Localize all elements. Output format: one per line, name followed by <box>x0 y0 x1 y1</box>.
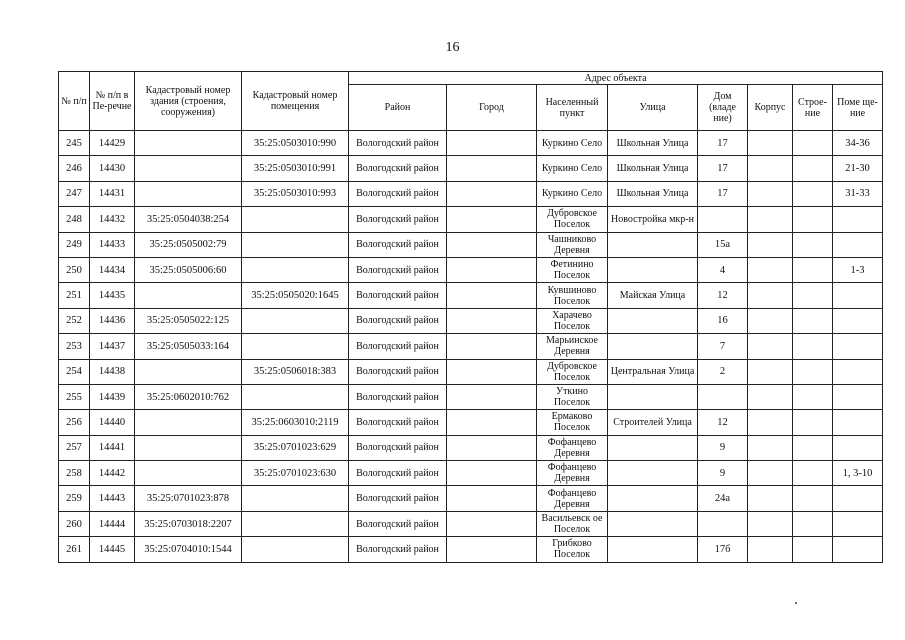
cell-district: Вологодский район <box>349 359 447 384</box>
cell-block <box>748 461 793 486</box>
cell-district: Вологодский район <box>349 461 447 486</box>
cell-list-num: 14434 <box>90 257 135 282</box>
cell-city <box>447 410 537 435</box>
cell-num: 261 <box>59 537 90 562</box>
cell-cadastral-building: 35:25:0701023:878 <box>135 486 242 511</box>
cell-block <box>748 410 793 435</box>
table-row <box>59 334 883 359</box>
cell-room <box>833 207 883 232</box>
cell-block <box>748 537 793 562</box>
cell-list-num: 14445 <box>90 537 135 562</box>
cell-block <box>748 511 793 536</box>
cell-num: 256 <box>59 410 90 435</box>
cell-structure <box>793 384 833 409</box>
cell-block <box>748 257 793 282</box>
cell-structure <box>793 181 833 206</box>
cell-settlement: Куркино Село <box>537 156 608 181</box>
header-list-num: № п/п в Пе-речне <box>90 72 135 131</box>
cell-room: 1-3 <box>833 257 883 282</box>
cell-structure <box>793 207 833 232</box>
cell-list-num: 14442 <box>90 461 135 486</box>
cell-cadastral-building: 35:25:0703018:2207 <box>135 511 242 536</box>
cell-structure <box>793 461 833 486</box>
cell-city <box>447 283 537 308</box>
cell-num: 245 <box>59 131 90 156</box>
cell-settlement: Марьинское Деревня <box>537 334 608 359</box>
cell-district: Вологодский район <box>349 207 447 232</box>
cell-cadastral-room <box>242 384 349 409</box>
cell-list-num: 14441 <box>90 435 135 460</box>
cell-structure <box>793 308 833 333</box>
cell-cadastral-room: 35:25:0701023:630 <box>242 461 349 486</box>
cell-num: 249 <box>59 232 90 257</box>
cell-district: Вологодский район <box>349 486 447 511</box>
cell-cadastral-building <box>135 461 242 486</box>
cell-room <box>833 283 883 308</box>
cell-cadastral-room <box>242 257 349 282</box>
cell-block <box>748 207 793 232</box>
cell-district: Вологодский район <box>349 257 447 282</box>
cell-list-num: 14444 <box>90 511 135 536</box>
cell-cadastral-room: 35:25:0503010:993 <box>242 181 349 206</box>
cell-cadastral-building <box>135 131 242 156</box>
registry-table <box>58 71 883 563</box>
cell-list-num: 14435 <box>90 283 135 308</box>
cell-num: 252 <box>59 308 90 333</box>
table-row <box>59 257 883 282</box>
cell-block <box>748 359 793 384</box>
cell-city <box>447 435 537 460</box>
cell-structure <box>793 511 833 536</box>
cell-num: 246 <box>59 156 90 181</box>
cell-room <box>833 334 883 359</box>
cell-num: 259 <box>59 486 90 511</box>
cell-cadastral-room <box>242 511 349 536</box>
cell-cadastral-room <box>242 232 349 257</box>
cell-street <box>608 435 698 460</box>
cell-settlement: Фетинино Поселок <box>537 257 608 282</box>
cell-cadastral-building: 35:25:0505006:60 <box>135 257 242 282</box>
table-row <box>59 461 883 486</box>
cell-list-num: 14429 <box>90 131 135 156</box>
cell-list-num: 14443 <box>90 486 135 511</box>
cell-block <box>748 156 793 181</box>
cell-cadastral-room: 35:25:0505020:1645 <box>242 283 349 308</box>
cell-street: Майская Улица <box>608 283 698 308</box>
cell-list-num: 14432 <box>90 207 135 232</box>
cell-district: Вологодский район <box>349 435 447 460</box>
table-row <box>59 232 883 257</box>
cell-house: 9 <box>698 435 748 460</box>
cell-room <box>833 511 883 536</box>
cell-street <box>608 334 698 359</box>
cell-city <box>447 537 537 562</box>
page-number: 16 <box>445 40 460 55</box>
cell-num: 258 <box>59 461 90 486</box>
cell-settlement: Фофанцево Деревня <box>537 461 608 486</box>
cell-street <box>608 537 698 562</box>
cell-city <box>447 156 537 181</box>
cell-list-num: 14439 <box>90 384 135 409</box>
cell-structure <box>793 257 833 282</box>
cell-structure <box>793 283 833 308</box>
cell-structure <box>793 334 833 359</box>
cell-cadastral-building: 35:25:0505002:79 <box>135 232 242 257</box>
cell-room <box>833 232 883 257</box>
cell-street: Школьная Улица <box>608 181 698 206</box>
cell-city <box>447 232 537 257</box>
table-row <box>59 384 883 409</box>
cell-city <box>447 334 537 359</box>
cell-house <box>698 207 748 232</box>
cell-cadastral-building: 35:25:0704010:1544 <box>135 537 242 562</box>
cell-district: Вологодский район <box>349 181 447 206</box>
cell-street <box>608 511 698 536</box>
table-row <box>59 156 883 181</box>
cell-city <box>447 461 537 486</box>
cell-house: 17 <box>698 131 748 156</box>
cell-room: 31-33 <box>833 181 883 206</box>
table-row <box>59 537 883 562</box>
cell-cadastral-building: 35:25:0505022:125 <box>135 308 242 333</box>
cell-settlement: Куркино Село <box>537 131 608 156</box>
header-city: Город <box>447 85 537 131</box>
cell-room <box>833 486 883 511</box>
cell-settlement: Куркино Село <box>537 181 608 206</box>
table-row <box>59 207 883 232</box>
cell-structure <box>793 486 833 511</box>
cell-house: 4 <box>698 257 748 282</box>
cell-house: 2 <box>698 359 748 384</box>
cell-street <box>608 384 698 409</box>
cell-city <box>447 384 537 409</box>
cell-city <box>447 257 537 282</box>
cell-block <box>748 334 793 359</box>
cell-house: 9 <box>698 461 748 486</box>
cell-street: Строителей Улица <box>608 410 698 435</box>
cell-cadastral-room <box>242 308 349 333</box>
cell-city <box>447 308 537 333</box>
cell-block <box>748 181 793 206</box>
cell-block <box>748 308 793 333</box>
cell-house <box>698 384 748 409</box>
cell-street <box>608 257 698 282</box>
header-structure: Строе-ние <box>793 85 833 131</box>
cell-list-num: 14436 <box>90 308 135 333</box>
cell-room: 34-36 <box>833 131 883 156</box>
cell-structure <box>793 156 833 181</box>
cell-city <box>447 486 537 511</box>
cell-city <box>447 131 537 156</box>
cell-settlement: Фофанцево Деревня <box>537 435 608 460</box>
cell-district: Вологодский район <box>349 283 447 308</box>
cell-house: 17б <box>698 537 748 562</box>
cell-street: Новостройка мкр-н <box>608 207 698 232</box>
cell-settlement: Кувшиново Поселок <box>537 283 608 308</box>
header-address-group: Адрес объекта <box>349 72 883 85</box>
cell-district: Вологодский район <box>349 308 447 333</box>
cell-room: 1, 3-10 <box>833 461 883 486</box>
cell-cadastral-building <box>135 181 242 206</box>
cell-district: Вологодский район <box>349 334 447 359</box>
cell-list-num: 14438 <box>90 359 135 384</box>
table-row <box>59 435 883 460</box>
cell-settlement: Фофанцево Деревня <box>537 486 608 511</box>
cell-structure <box>793 131 833 156</box>
cell-settlement: Харачево Поселок <box>537 308 608 333</box>
cell-cadastral-building <box>135 359 242 384</box>
cell-room: 21-30 <box>833 156 883 181</box>
cell-num: 254 <box>59 359 90 384</box>
header-block: Корпус <box>748 85 793 131</box>
cell-settlement: Грибково Поселок <box>537 537 608 562</box>
table-row <box>59 486 883 511</box>
table-row <box>59 131 883 156</box>
header-settlement: Населенный пункт <box>537 85 608 131</box>
cell-room <box>833 435 883 460</box>
cell-settlement: Ермаково Поселок <box>537 410 608 435</box>
cell-district: Вологодский район <box>349 232 447 257</box>
header-num: № п/п <box>59 72 90 131</box>
cell-street <box>608 486 698 511</box>
table-row <box>59 511 883 536</box>
cell-cadastral-room: 35:25:0603010:2119 <box>242 410 349 435</box>
cell-cadastral-building <box>135 410 242 435</box>
cell-structure <box>793 410 833 435</box>
cell-house: 12 <box>698 410 748 435</box>
cell-city <box>447 207 537 232</box>
cell-num: 257 <box>59 435 90 460</box>
cell-street: Центральная Улица <box>608 359 698 384</box>
cell-cadastral-building <box>135 156 242 181</box>
cell-house: 16 <box>698 308 748 333</box>
cell-house: 17 <box>698 156 748 181</box>
cell-street: Школьная Улица <box>608 131 698 156</box>
cell-structure <box>793 435 833 460</box>
cell-settlement: Васильевск ое Поселок <box>537 511 608 536</box>
header-room: Поме ще-ние <box>833 85 883 131</box>
cell-street: Школьная Улица <box>608 156 698 181</box>
cell-cadastral-room <box>242 537 349 562</box>
header-district: Район <box>349 85 447 131</box>
cell-cadastral-building <box>135 435 242 460</box>
cell-house: 12 <box>698 283 748 308</box>
header-cadastral-room: Кадастровый номер помещения <box>242 72 349 131</box>
cell-num: 251 <box>59 283 90 308</box>
cell-street <box>608 232 698 257</box>
cell-city <box>447 181 537 206</box>
cell-room <box>833 410 883 435</box>
table-row <box>59 410 883 435</box>
cell-block <box>748 232 793 257</box>
cell-cadastral-room <box>242 207 349 232</box>
cell-room <box>833 359 883 384</box>
cell-cadastral-room: 35:25:0506018:383 <box>242 359 349 384</box>
cell-district: Вологодский район <box>349 156 447 181</box>
cell-cadastral-room <box>242 486 349 511</box>
cell-list-num: 14431 <box>90 181 135 206</box>
header-street: Улица <box>608 85 698 131</box>
cell-num: 255 <box>59 384 90 409</box>
cell-room <box>833 537 883 562</box>
cell-block <box>748 435 793 460</box>
table-row <box>59 181 883 206</box>
table-body <box>59 131 883 563</box>
cell-block <box>748 384 793 409</box>
cell-num: 248 <box>59 207 90 232</box>
header-cadastral-building: Кадастровый номер здания (строения, сооружения) <box>135 72 242 131</box>
cell-cadastral-building: 35:25:0504038:254 <box>135 207 242 232</box>
cell-district: Вологодский район <box>349 537 447 562</box>
cell-room <box>833 384 883 409</box>
cell-list-num: 14430 <box>90 156 135 181</box>
table-row <box>59 308 883 333</box>
scan-speck <box>795 602 797 604</box>
cell-cadastral-room: 35:25:0701023:629 <box>242 435 349 460</box>
cell-settlement: Дубровское Поселок <box>537 207 608 232</box>
table-row <box>59 359 883 384</box>
cell-city <box>447 511 537 536</box>
cell-house <box>698 511 748 536</box>
cell-house: 7 <box>698 334 748 359</box>
cell-settlement: Дубровское Поселок <box>537 359 608 384</box>
cell-list-num: 14440 <box>90 410 135 435</box>
cell-city <box>447 359 537 384</box>
cell-num: 247 <box>59 181 90 206</box>
cell-district: Вологодский район <box>349 131 447 156</box>
cell-list-num: 14437 <box>90 334 135 359</box>
cell-structure <box>793 359 833 384</box>
cell-num: 253 <box>59 334 90 359</box>
cell-settlement: Чашниково Деревня <box>537 232 608 257</box>
table-row <box>59 283 883 308</box>
cell-house: 17 <box>698 181 748 206</box>
cell-block <box>748 131 793 156</box>
cell-cadastral-building: 35:25:0505033:164 <box>135 334 242 359</box>
cell-district: Вологодский район <box>349 384 447 409</box>
cell-cadastral-room <box>242 334 349 359</box>
cell-structure <box>793 537 833 562</box>
cell-cadastral-room: 35:25:0503010:991 <box>242 156 349 181</box>
cell-district: Вологодский район <box>349 511 447 536</box>
cell-street <box>608 308 698 333</box>
cell-street <box>608 461 698 486</box>
cell-cadastral-building <box>135 283 242 308</box>
cell-num: 260 <box>59 511 90 536</box>
cell-block <box>748 486 793 511</box>
cell-house: 24а <box>698 486 748 511</box>
cell-num: 250 <box>59 257 90 282</box>
cell-settlement: Уткино Поселок <box>537 384 608 409</box>
cell-house: 15а <box>698 232 748 257</box>
cell-structure <box>793 232 833 257</box>
cell-cadastral-room: 35:25:0503010:990 <box>242 131 349 156</box>
cell-list-num: 14433 <box>90 232 135 257</box>
cell-cadastral-building: 35:25:0602010:762 <box>135 384 242 409</box>
cell-room <box>833 308 883 333</box>
cell-block <box>748 283 793 308</box>
cell-district: Вологодский район <box>349 410 447 435</box>
header-house: Дом (владе ние) <box>698 85 748 131</box>
